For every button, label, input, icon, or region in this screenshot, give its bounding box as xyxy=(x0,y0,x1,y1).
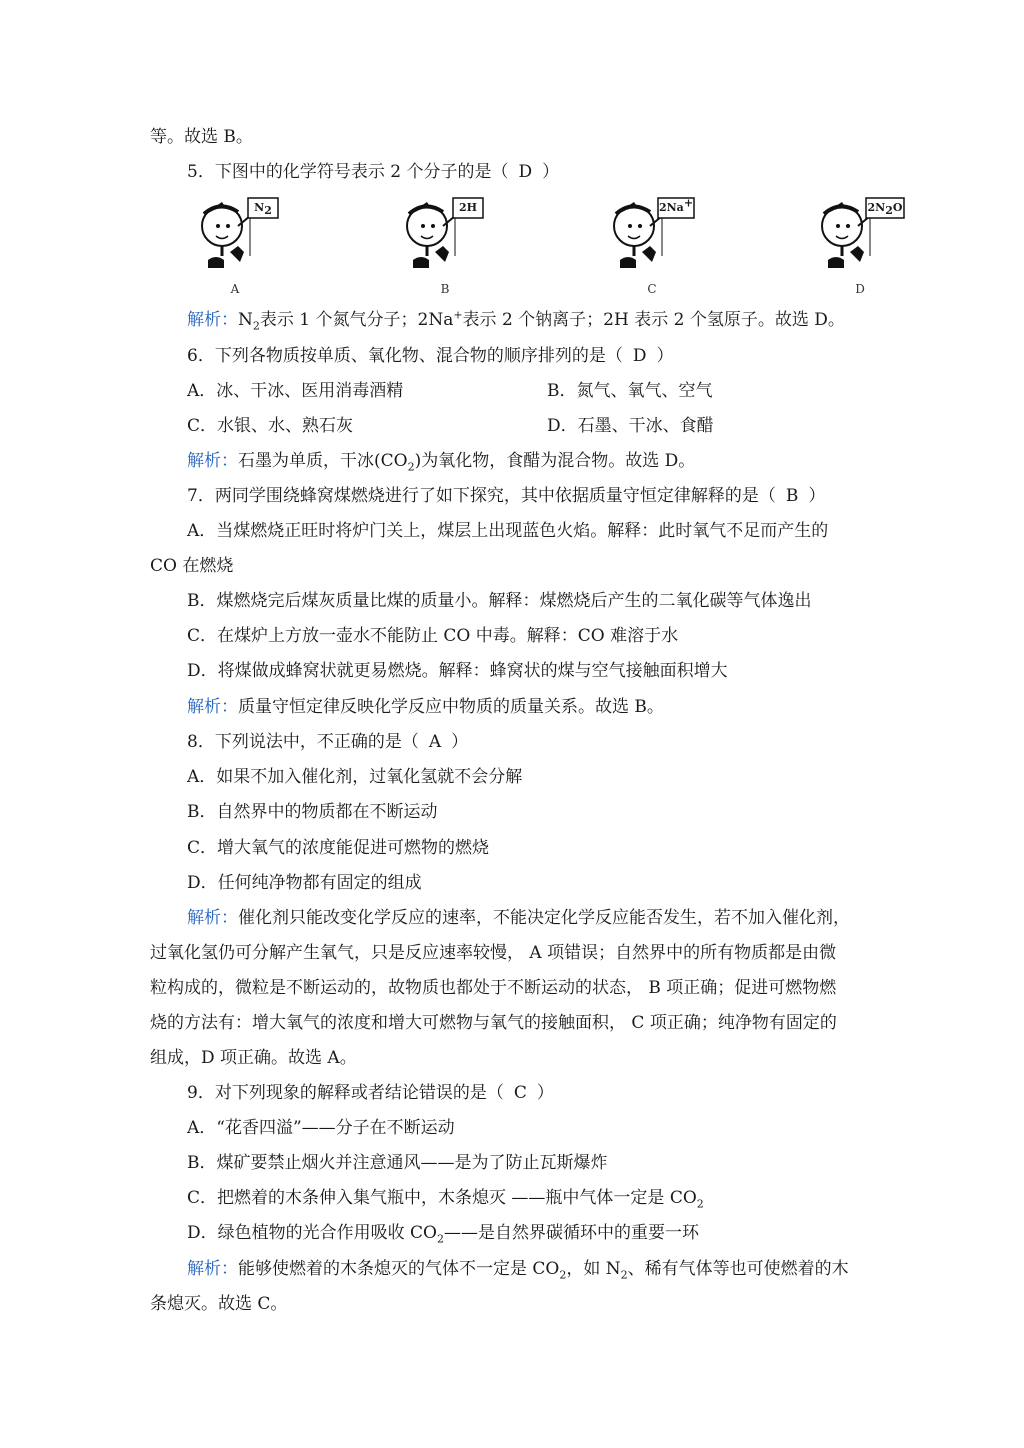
question-7-analysis: 解析：质量守恒定律反映化学反应中物质的质量关系。故选 B。 xyxy=(187,697,664,717)
paren-close: ） xyxy=(542,162,560,182)
figure-d-sign: $2N_2O$ xyxy=(867,201,903,218)
question-8-analysis-line-2: 过氧化氢仍可分解产生氧气，只是反应速率较慢， A 项错误；自然界中的所有物质都是由微 xyxy=(150,943,837,963)
option-d: D．任何纯净物都有固定的组成 xyxy=(187,873,422,893)
option-a-line-1: A．当煤燃烧正旺时将炉门关上，煤层上出现蓝色火焰。解释：此时氧气不足而产生的 xyxy=(187,521,829,541)
option-b: B．氮气、氧气、空气 xyxy=(547,381,713,401)
question-6-stem: 6．下列各物质按单质、氧化物、混合物的顺序排列的是（ D ） xyxy=(187,346,674,366)
option-b: B．煤矿要禁止烟火并注意通风——是为了防止瓦斯爆炸 xyxy=(187,1153,608,1173)
top-line: 等。故选 B。 xyxy=(150,127,253,147)
figure-b-label: B xyxy=(440,282,450,296)
option-c: C．把燃着的木条伸入集气瓶中，木条熄灭 ——瓶中气体一定是 $CO_2$ xyxy=(187,1188,704,1211)
figure-c xyxy=(602,196,702,300)
option-b: B．煤燃烧完后煤灰质量比煤的质量小。解释：煤燃烧后产生的二氧化碳等气体逸出 xyxy=(187,591,812,611)
figure-b xyxy=(395,196,495,300)
question-9-analysis-line-1: 解析：能够使燃着的木条熄灭的气体不一定是 $CO_2$，如 $N_2$、稀有气体等也可使燃着的木 xyxy=(187,1259,849,1282)
question-8-analysis-line-4: 烧的方法有：增大氧气的浓度和增大可燃物与氧气的接触面积， C 项正确；纯净物有固定的 xyxy=(150,1013,837,1033)
figure-d xyxy=(810,196,910,300)
question-6-answer: D xyxy=(632,346,647,366)
option-d: D．将煤做成蜂窝状就更易燃烧。解释：蜂窝状的煤与空气接触面积增大 xyxy=(187,661,728,681)
figure-b-sign: 2H xyxy=(458,201,478,214)
option-a-line-2: CO 在燃烧 xyxy=(150,556,234,576)
question-6-options-row-1 xyxy=(187,379,403,403)
question-8-answer: A xyxy=(428,732,442,752)
question-8-analysis-line-1: 解析：催化剂只能改变化学反应的速率，不能决定化学反应能否发生，若不加入催化剂， xyxy=(187,908,850,928)
question-9-answer: C xyxy=(513,1083,527,1103)
question-7-answer: B xyxy=(785,486,799,506)
figure-c-sign: 2Na+ xyxy=(658,196,694,214)
option-c: C．增大氧气的浓度能促进可燃物的燃烧 xyxy=(187,838,490,858)
figure-c-label: C xyxy=(647,282,657,296)
question-5-text: 5．下图中的化学符号表示 2 个分子的是 xyxy=(187,162,492,182)
option-a: A．如果不加入催化剂，过氧化氢就不会分解 xyxy=(187,767,523,787)
question-9-analysis-line-2: 条熄灭。故选 C。 xyxy=(150,1294,288,1314)
option-c: C．在煤炉上方放一壶水不能防止 CO 中毒。解释：CO 难溶于水 xyxy=(187,626,679,646)
figure-a xyxy=(190,196,290,300)
question-7-stem: 7．两同学围绕蜂窝煤燃烧进行了如下探究，其中依据质量守恒定律解释的是（ B ） xyxy=(187,486,826,506)
question-8-stem: 8．下列说法中，不正确的是（ A ） xyxy=(187,732,469,752)
question-5-stem xyxy=(187,160,559,184)
question-8-analysis-line-3: 粒构成的，微粒是不断运动的，故物质也都处于不断运动的状态， B 项正确；促进可燃物燃 xyxy=(150,978,837,998)
question-5-answer: D xyxy=(518,162,533,182)
analysis-label: 解析： xyxy=(187,310,238,330)
question-6-analysis: 解析：石墨为单质，干冰$(CO_2)$为氧化物，食醋为混合物。故选 D。 xyxy=(187,451,696,474)
option-c: C．水银、水、熟石灰 xyxy=(187,416,354,436)
paren-open: （ xyxy=(491,162,509,182)
figure-a-sign: $N_2$ xyxy=(254,201,272,218)
figure-a-label: A xyxy=(230,282,240,296)
option-b: B．自然界中的物质都在不断运动 xyxy=(187,802,438,822)
figure-d-label: D xyxy=(855,282,865,296)
option-a: A．冰、干冰、医用消毒酒精 xyxy=(187,381,404,401)
option-d: D．石墨、干冰、食醋 xyxy=(547,416,714,436)
question-5-analysis: 解析：$N_2$表示 1 个氮气分子；2Na+表示 2 个钠离子；2H 表示 2 个氢原子。故选 D。 xyxy=(187,308,845,333)
option-d: D．绿色植物的光合作用吸收 $CO_2——$是自然界碳循环中的重要一环 xyxy=(187,1223,699,1246)
question-5-figures xyxy=(190,196,910,300)
option-a: A．“花香四溢”——分子在不断运动 xyxy=(187,1118,455,1138)
question-9-stem: 9．对下列现象的解释或者结论错误的是（ C ） xyxy=(187,1083,554,1103)
question-8-analysis-line-5: 组成，D 项正确。故选 A。 xyxy=(150,1048,357,1068)
